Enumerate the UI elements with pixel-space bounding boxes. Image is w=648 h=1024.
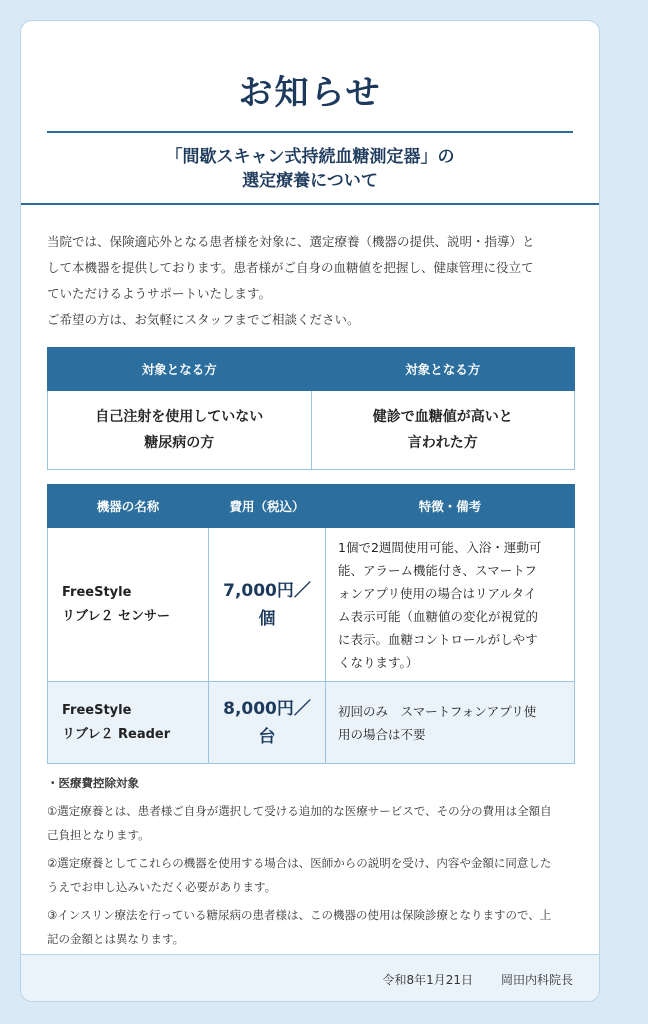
device-price	[209, 682, 326, 764]
note-item-line: ③インスリン療法を行っている糖尿病の患者様は、この機器の使用は保険診療となりますので、上	[47, 908, 552, 922]
device-header: 機器の名称	[48, 485, 209, 528]
device-header-row	[48, 485, 575, 528]
table-row	[48, 682, 575, 764]
title-divider	[47, 131, 573, 133]
note-item	[47, 851, 575, 899]
device-note-line: 能、アラーム機能付き、スマートフ	[338, 562, 537, 578]
device-header: 特徴・備考	[326, 485, 575, 528]
note-item-line: ②選定療養としてこれらの機器を使用する場合は、医師からの説明を受け、内容や金額に同意した	[47, 856, 552, 870]
device-name	[48, 528, 209, 682]
target-header: 対象となる方	[48, 348, 312, 391]
footer	[21, 954, 599, 1001]
intro-line: ていただけるようサポートいたします。	[47, 286, 272, 301]
target-cell	[311, 391, 575, 470]
device-note-line: ォンアプリ使用の場合はリアルタイ	[338, 585, 537, 601]
device-price-line: 7,000円／	[223, 580, 311, 601]
target-header-row	[48, 348, 575, 391]
device-note-line: ム表示可能（血糖値の変化が視覚的	[338, 608, 539, 624]
note-item-line: うえでお申し込みいただく必要があります。	[47, 880, 277, 894]
target-cell	[48, 391, 312, 470]
device-note-line: 初回のみ スマートフォンアプリ使	[338, 703, 537, 719]
target-cell-line: 糖尿病の方	[144, 435, 215, 451]
intro-line: ご希望の方は、お気軽にスタッフまでご相談ください。	[47, 312, 360, 327]
notice-card	[20, 20, 600, 1002]
device-note-line: 1個で2週間使用可能、入浴・運動可	[338, 539, 542, 555]
footer-signature: 岡田内科院長	[500, 973, 573, 987]
target-cell-line: 自己注射を使用していない	[95, 409, 264, 425]
note-item-line: ①選定療養とは、患者様ご自身が選択して受ける追加的な医療サービスで、その分の費用は全額自	[47, 804, 552, 818]
subtitle-line: 選定療養について	[242, 171, 378, 191]
device-note-line: 用の場合は不要	[338, 726, 426, 742]
target-row	[48, 391, 575, 470]
device-price-line: 8,000円／	[223, 698, 311, 719]
table-row	[48, 528, 575, 682]
notes-section	[47, 773, 575, 955]
device-price	[209, 528, 326, 682]
device-note-line: に表示。血糖コントロールがしやす	[338, 631, 538, 647]
device-note-line: くなります。）	[338, 654, 419, 670]
target-cell-line: 言われた方	[407, 435, 478, 451]
device-header: 費用（税込）	[209, 485, 326, 528]
intro-text	[47, 229, 575, 333]
target-cell-line: 健診で血糖値が高いと	[372, 409, 513, 425]
device-table	[47, 484, 575, 764]
notes-heading: ・医療費控除対象	[47, 776, 139, 790]
device-note	[326, 682, 575, 764]
target-table	[47, 347, 575, 470]
subtitle-line: 「間歇スキャン式持続血糖測定器」の	[165, 147, 455, 167]
device-price-line: 台	[258, 726, 276, 747]
device-name-line: リブレ２ Reader	[62, 726, 171, 742]
page-title: お知らせ	[238, 73, 382, 113]
target-header: 対象となる方	[311, 348, 575, 391]
device-name-line: FreeStyle	[62, 702, 132, 718]
device-name-line: FreeStyle	[62, 584, 132, 600]
note-item	[47, 903, 575, 951]
note-item-line: 己負担となります。	[47, 828, 150, 842]
device-price-line: 個	[258, 608, 276, 629]
note-item-line: 記の金額とは異なります。	[47, 932, 185, 946]
subtitle-divider	[21, 203, 599, 205]
subtitle	[21, 145, 599, 193]
device-name-line: リブレ２ センサー	[62, 608, 171, 624]
note-item	[47, 799, 575, 847]
device-name	[48, 682, 209, 764]
footer-date: 令和8年1月21日	[382, 973, 473, 987]
device-note	[326, 528, 575, 682]
intro-line: 当院では、保険適応外となる患者様を対象に、選定療養（機器の提供、説明・指導）と	[47, 234, 535, 249]
intro-line: して本機器を提供しております。患者様がご自身の血糖値を把握し、健康管理に役立て	[47, 260, 534, 275]
